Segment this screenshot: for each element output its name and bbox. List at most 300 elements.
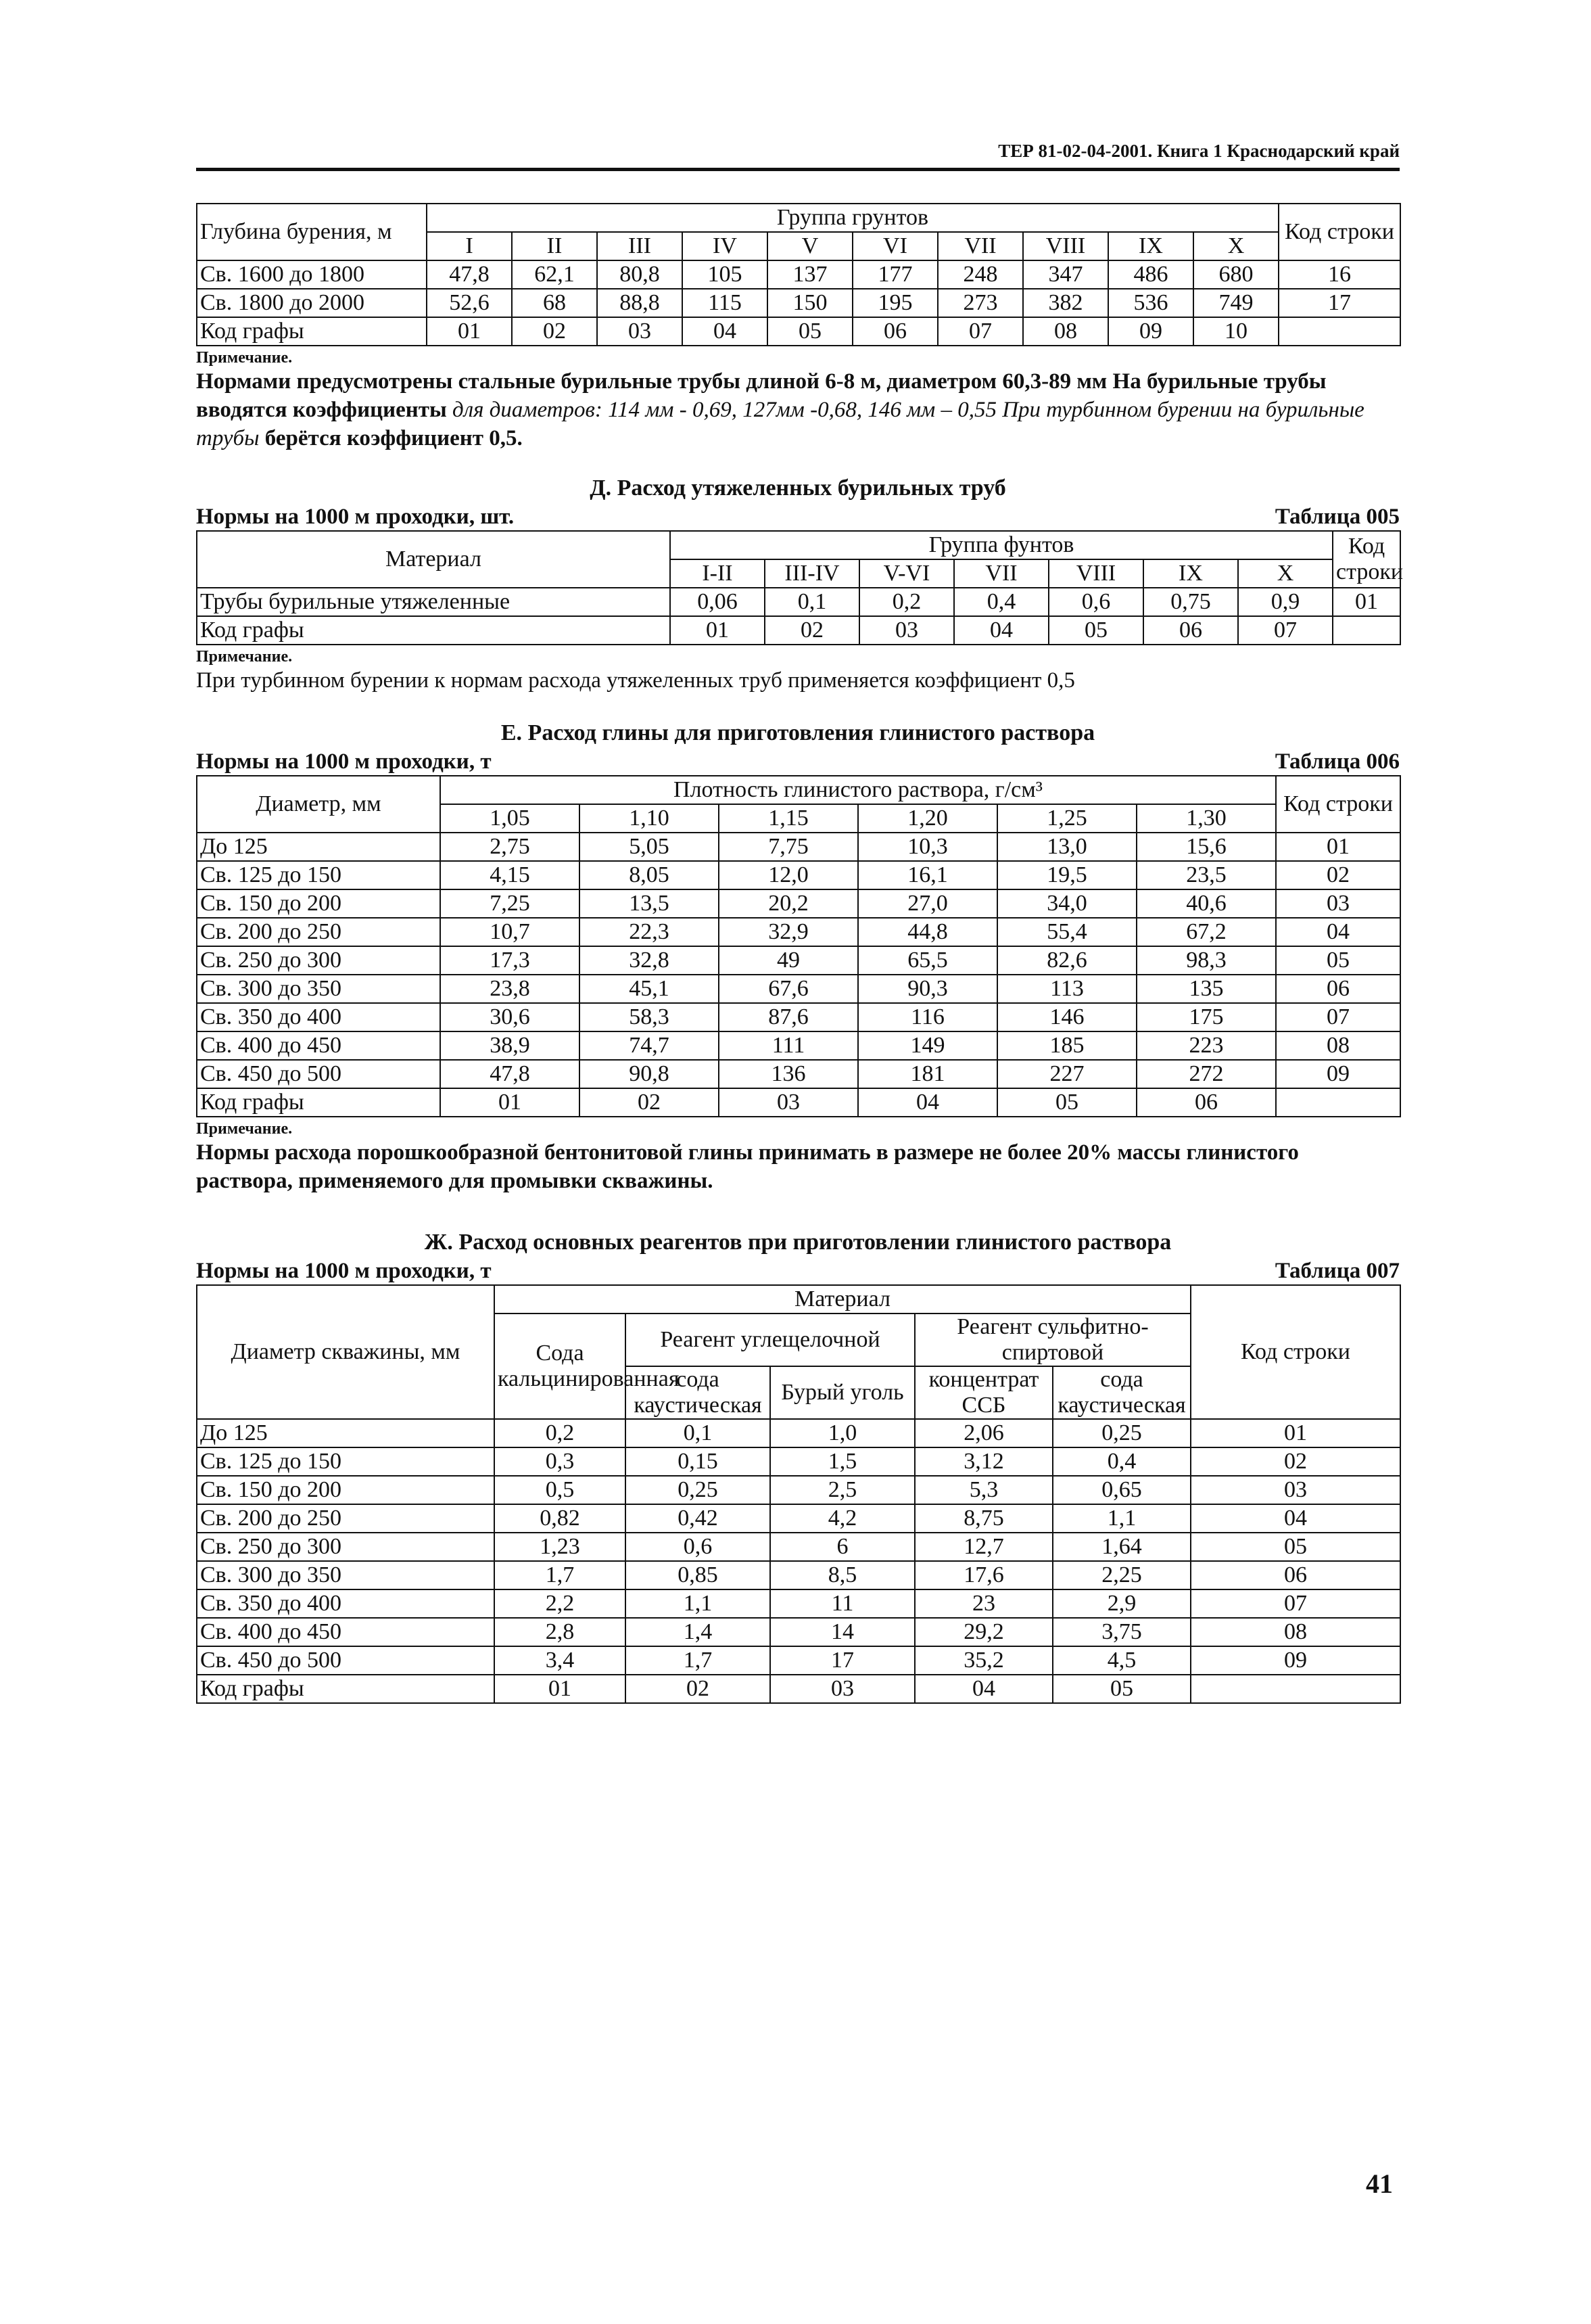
data-cell: 10,7 (440, 918, 579, 946)
data-cell: 23,8 (440, 975, 579, 1003)
table-005-section (196, 473, 1404, 695)
row-label: Св. 400 до 450 (197, 1618, 494, 1646)
data-cell: 2,5 (770, 1476, 915, 1504)
table-row (197, 1646, 1400, 1675)
data-cell: 27,0 (858, 889, 997, 918)
data-cell: 32,9 (719, 918, 858, 946)
code-header: Код строки (1333, 531, 1400, 588)
data-cell: 58,3 (579, 1003, 719, 1031)
material-header: Материал (197, 531, 670, 588)
data-cell: 105 (682, 260, 767, 289)
data-cell: 2,8 (494, 1618, 625, 1646)
group-number: V (767, 232, 853, 260)
table-row (197, 260, 1400, 289)
table-004 (196, 203, 1401, 346)
table-007 (196, 1284, 1401, 1704)
table-006 (196, 775, 1401, 1117)
table-row (197, 1031, 1400, 1060)
data-cell: 8,75 (915, 1504, 1053, 1533)
norms-caption: Нормы на 1000 м проходки, т (196, 749, 492, 774)
row-label: Св. 200 до 250 (197, 1504, 494, 1533)
data-cell: 486 (1108, 260, 1193, 289)
data-cell: 90,8 (579, 1060, 719, 1088)
note-label: Примечание. (196, 648, 293, 666)
data-cell: 0,4 (954, 588, 1049, 616)
graph-code-cell: 08 (1023, 317, 1108, 346)
empty-cell (1276, 1088, 1400, 1117)
data-cell: 23,5 (1137, 861, 1276, 889)
table-row (197, 833, 1400, 861)
data-cell: 0,25 (1053, 1419, 1191, 1447)
data-cell: 14 (770, 1618, 915, 1646)
row-label: Св. 1600 до 1800 (197, 260, 427, 289)
row-label: Св. 400 до 450 (197, 1031, 440, 1060)
density-value: 1,20 (858, 804, 997, 833)
sulf-header: Реагент сульфитно-спиртовой (915, 1314, 1191, 1366)
data-cell: 1,7 (494, 1561, 625, 1589)
data-cell: 68 (512, 289, 597, 317)
data-cell: 47,8 (427, 260, 512, 289)
row-label: Св. 150 до 200 (197, 1476, 494, 1504)
data-cell: 0,1 (625, 1419, 770, 1447)
graph-code-cell: 03 (859, 616, 954, 645)
graph-code-cell: 10 (1193, 317, 1279, 346)
data-cell: 67,6 (719, 975, 858, 1003)
data-cell: 2,06 (915, 1419, 1053, 1447)
table-005-body (197, 588, 1400, 645)
row-code: 02 (1191, 1447, 1400, 1476)
table-row (197, 975, 1400, 1003)
row-label: Св. 150 до 200 (197, 889, 440, 918)
running-header: ТЕР 81-02-04-2001. Книга 1 Краснодарский край (998, 141, 1400, 161)
note-text-part: берётся коэффициент 0,5. (259, 426, 523, 450)
data-cell: 0,85 (625, 1561, 770, 1589)
row-code: 06 (1276, 975, 1400, 1003)
graph-code-label: Код графы (197, 317, 427, 346)
data-cell: 44,8 (858, 918, 997, 946)
density-header: Плотность глинистого раствора, г/см³ (440, 776, 1276, 804)
density-value: 1,30 (1137, 804, 1276, 833)
density-value: 1,05 (440, 804, 579, 833)
data-cell: 0,1 (765, 588, 859, 616)
row-label: Св. 450 до 500 (197, 1646, 494, 1675)
data-cell: 12,0 (719, 861, 858, 889)
group-number: I-II (670, 559, 765, 588)
data-cell: 223 (1137, 1031, 1276, 1060)
table-row (197, 1618, 1400, 1646)
row-code: 04 (1191, 1504, 1400, 1533)
row-code: 09 (1276, 1060, 1400, 1088)
graph-code-cell: 02 (512, 317, 597, 346)
data-cell: 680 (1193, 260, 1279, 289)
data-cell: 40,6 (1137, 889, 1276, 918)
group-number: VIII (1023, 232, 1108, 260)
row-label: Св. 125 до 150 (197, 861, 440, 889)
diameter-header: Диаметр скважины, мм (197, 1285, 494, 1419)
data-cell: 82,6 (997, 946, 1137, 975)
graph-code-cell: 04 (858, 1088, 997, 1117)
data-cell: 111 (719, 1031, 858, 1060)
group-number: III-IV (765, 559, 859, 588)
graph-code-row (197, 616, 1400, 645)
data-cell: 3,12 (915, 1447, 1053, 1476)
data-cell: 1,64 (1053, 1533, 1191, 1561)
depth-header: Глубина бурения, м (197, 204, 427, 260)
section-title: Е. Расход глины для приготовления глинистого раствора (500, 720, 1095, 745)
data-cell: 49 (719, 946, 858, 975)
data-cell: 1,7 (625, 1646, 770, 1675)
group-number: IX (1143, 559, 1238, 588)
row-label: Св. 250 до 300 (197, 1533, 494, 1561)
table-row (197, 946, 1400, 975)
data-cell: 0,5 (494, 1476, 625, 1504)
group-number: IV (682, 232, 767, 260)
table-number: Таблица 005 (1275, 505, 1400, 529)
data-cell: 3,75 (1053, 1618, 1191, 1646)
data-cell: 273 (938, 289, 1023, 317)
table-row (197, 918, 1400, 946)
data-cell: 0,6 (625, 1533, 770, 1561)
group-number: I (427, 232, 512, 260)
row-code: 03 (1276, 889, 1400, 918)
row-label: Св. 250 до 300 (197, 946, 440, 975)
data-cell: 8,5 (770, 1561, 915, 1589)
data-cell: 23 (915, 1589, 1053, 1618)
row-label: До 125 (197, 833, 440, 861)
table-row (197, 1504, 1400, 1533)
data-cell: 0,65 (1053, 1476, 1191, 1504)
graph-code-cell: 06 (1137, 1088, 1276, 1117)
data-cell: 113 (997, 975, 1137, 1003)
graph-code-cell: 03 (597, 317, 682, 346)
data-cell: 2,2 (494, 1589, 625, 1618)
note-label: Примечание. (196, 1120, 293, 1138)
graph-code-cell: 03 (719, 1088, 858, 1117)
empty-cell (1333, 616, 1400, 645)
row-code: 04 (1276, 918, 1400, 946)
data-cell: 1,23 (494, 1533, 625, 1561)
data-cell: 136 (719, 1060, 858, 1088)
table-row (197, 588, 1400, 616)
group-number: III (597, 232, 682, 260)
norms-caption: Нормы на 1000 м проходки, т (196, 1259, 492, 1283)
data-cell: 0,9 (1238, 588, 1333, 616)
table-004-body (197, 260, 1400, 346)
table-row (197, 1060, 1400, 1088)
graph-code-cell: 01 (440, 1088, 579, 1117)
data-cell: 382 (1023, 289, 1108, 317)
data-cell: 347 (1023, 260, 1108, 289)
data-cell: 62,1 (512, 260, 597, 289)
data-cell: 0,25 (625, 1476, 770, 1504)
code-header: Код строки (1276, 776, 1400, 833)
group-number: X (1238, 559, 1333, 588)
note-text: Нормы расхода порошкообразной бентонитовой глины принимать в размере не более 20% массы глинистого раствора, применяемого для промывки скважины. (196, 1140, 1299, 1193)
header-rule (196, 168, 1400, 171)
code-header: Код строки (1191, 1285, 1400, 1419)
data-cell: 29,2 (915, 1618, 1053, 1646)
caption-row (196, 748, 1400, 775)
data-cell: 5,3 (915, 1476, 1053, 1504)
data-cell: 5,05 (579, 833, 719, 861)
data-cell: 248 (938, 260, 1023, 289)
data-cell: 2,75 (440, 833, 579, 861)
data-cell: 45,1 (579, 975, 719, 1003)
row-code: 08 (1276, 1031, 1400, 1060)
data-cell: 272 (1137, 1060, 1276, 1088)
data-cell: 0,42 (625, 1504, 770, 1533)
row-code: 17 (1279, 289, 1400, 317)
graph-code-cell: 09 (1108, 317, 1193, 346)
data-cell: 12,7 (915, 1533, 1053, 1561)
graph-code-label: Код графы (197, 1088, 440, 1117)
data-cell: 1,0 (770, 1419, 915, 1447)
soda-header: Сода кальцинированная (494, 1314, 625, 1419)
row-code: 01 (1276, 833, 1400, 861)
data-cell: 0,75 (1143, 588, 1238, 616)
data-cell: 4,2 (770, 1504, 915, 1533)
data-cell: 13,5 (579, 889, 719, 918)
group-number: VII (938, 232, 1023, 260)
data-cell: 137 (767, 260, 853, 289)
data-cell: 19,5 (997, 861, 1137, 889)
data-cell: 0,2 (859, 588, 954, 616)
data-cell: 20,2 (719, 889, 858, 918)
data-cell: 0,2 (494, 1419, 625, 1447)
table-006-section (196, 718, 1400, 1195)
group-number: V-VI (859, 559, 954, 588)
table-row (197, 1476, 1400, 1504)
table-row (197, 861, 1400, 889)
data-cell: 15,6 (1137, 833, 1276, 861)
graph-code-cell: 02 (625, 1675, 770, 1703)
data-cell: 150 (767, 289, 853, 317)
group-number: II (512, 232, 597, 260)
data-cell: 3,4 (494, 1646, 625, 1675)
row-code: 01 (1191, 1419, 1400, 1447)
data-cell: 4,5 (1053, 1646, 1191, 1675)
data-cell: 2,25 (1053, 1561, 1191, 1589)
density-value: 1,15 (719, 804, 858, 833)
section-title: Ж. Расход основных реагентов при приготовлении глинистого раствора (424, 1230, 1172, 1255)
table-004-section (196, 203, 1400, 452)
data-cell: 38,9 (440, 1031, 579, 1060)
row-code: 06 (1191, 1561, 1400, 1589)
data-cell: 135 (1137, 975, 1276, 1003)
table-row (197, 1447, 1400, 1476)
data-cell: 8,05 (579, 861, 719, 889)
data-cell: 177 (853, 260, 938, 289)
graph-code-cell: 04 (682, 317, 767, 346)
data-cell: 7,75 (719, 833, 858, 861)
graph-code-cell: 02 (765, 616, 859, 645)
graph-code-cell: 05 (1049, 616, 1143, 645)
table-row (197, 1589, 1400, 1618)
graph-code-cell: 07 (1238, 616, 1333, 645)
graph-code-label: Код графы (197, 616, 670, 645)
note-text-italic: для диаметров: 114 мм - 0,69, 127мм -0,68, 146 мм – 0,55 При турбинном бурении на бурильные трубы (196, 398, 1364, 450)
table-row (197, 1003, 1400, 1031)
graph-code-cell: 07 (938, 317, 1023, 346)
data-cell: 195 (853, 289, 938, 317)
data-cell: 175 (1137, 1003, 1276, 1031)
diameter-header: Диаметр, мм (197, 776, 440, 833)
row-label: До 125 (197, 1419, 494, 1447)
graph-code-label: Код графы (197, 1675, 494, 1703)
data-cell: 10,3 (858, 833, 997, 861)
data-cell: 55,4 (997, 918, 1137, 946)
row-code: 16 (1279, 260, 1400, 289)
density-value: 1,25 (997, 804, 1137, 833)
graph-code-row (197, 1675, 1400, 1703)
group-number: IX (1108, 232, 1193, 260)
data-cell: 52,6 (427, 289, 512, 317)
row-code: 07 (1276, 1003, 1400, 1031)
row-label: Св. 300 до 350 (197, 1561, 494, 1589)
data-cell: 34,0 (997, 889, 1137, 918)
table-006-body (197, 833, 1400, 1117)
row-code: 05 (1191, 1533, 1400, 1561)
note-text: При турбинном бурении к нормам расхода утяжеленных труб применяется коэффициент 0,5 (196, 668, 1075, 693)
section-title: Д. Расход утяжеленных бурильных труб (590, 475, 1006, 501)
data-cell: 17,6 (915, 1561, 1053, 1589)
data-cell: 1,4 (625, 1618, 770, 1646)
ssb-header: концентрат ССБ (915, 1366, 1053, 1419)
data-cell: 1,5 (770, 1447, 915, 1476)
group-header: Группа фунтов (670, 531, 1333, 559)
graph-code-cell: 01 (670, 616, 765, 645)
data-cell: 74,7 (579, 1031, 719, 1060)
graph-code-cell: 04 (954, 616, 1049, 645)
data-cell: 11 (770, 1589, 915, 1618)
note-label: Примечание. (196, 349, 293, 367)
empty-cell (1191, 1675, 1400, 1703)
group-number: VI (853, 232, 938, 260)
row-label: Св. 350 до 400 (197, 1003, 440, 1031)
data-cell: 0,82 (494, 1504, 625, 1533)
table-number: Таблица 007 (1275, 1259, 1400, 1283)
data-cell: 65,5 (858, 946, 997, 975)
data-cell: 13,0 (997, 833, 1137, 861)
table-007-section (196, 1228, 1400, 1704)
soda-caust-header: сода каустическая (625, 1366, 770, 1419)
data-cell: 80,8 (597, 260, 682, 289)
table-row (197, 1533, 1400, 1561)
graph-code-cell: 05 (767, 317, 853, 346)
row-label: Св. 1800 до 2000 (197, 289, 427, 317)
data-cell: 30,6 (440, 1003, 579, 1031)
data-cell: 47,8 (440, 1060, 579, 1088)
soda-caust-header: сода каустическая (1053, 1366, 1191, 1419)
row-code: 07 (1191, 1589, 1400, 1618)
data-cell: 0,6 (1049, 588, 1143, 616)
page-number: 41 (1366, 2168, 1393, 2199)
row-label: Св. 200 до 250 (197, 918, 440, 946)
data-cell: 1,1 (625, 1589, 770, 1618)
group-number: VIII (1049, 559, 1143, 588)
data-cell: 749 (1193, 289, 1279, 317)
data-cell: 0,4 (1053, 1447, 1191, 1476)
row-code: 02 (1276, 861, 1400, 889)
code-header: Код строки (1279, 204, 1400, 260)
row-code: 09 (1191, 1646, 1400, 1675)
row-label: Св. 350 до 400 (197, 1589, 494, 1618)
norms-caption: Нормы на 1000 м проходки, шт. (196, 505, 515, 529)
data-cell: 0,06 (670, 588, 765, 616)
data-cell: 17,3 (440, 946, 579, 975)
data-cell: 116 (858, 1003, 997, 1031)
table-row (197, 289, 1400, 317)
data-cell: 16,1 (858, 861, 997, 889)
graph-code-cell: 06 (853, 317, 938, 346)
row-label: Св. 450 до 500 (197, 1060, 440, 1088)
table-005 (196, 530, 1404, 645)
data-cell: 4,15 (440, 861, 579, 889)
data-cell: 98,3 (1137, 946, 1276, 975)
graph-code-cell: 05 (997, 1088, 1137, 1117)
group-number: X (1193, 232, 1279, 260)
row-code: 08 (1191, 1618, 1400, 1646)
data-cell: 115 (682, 289, 767, 317)
graph-code-cell: 06 (1143, 616, 1238, 645)
data-cell: 6 (770, 1533, 915, 1561)
row-code: 05 (1276, 946, 1400, 975)
material-header: Материал (494, 1285, 1191, 1314)
group-header: Группа грунтов (427, 204, 1279, 232)
data-cell: 7,25 (440, 889, 579, 918)
ugshch-header: Реагент углещелочной (625, 1314, 915, 1366)
row-label: Св. 300 до 350 (197, 975, 440, 1003)
graph-code-row (197, 1088, 1400, 1117)
row-label: Св. 125 до 150 (197, 1447, 494, 1476)
caption-row (196, 503, 1400, 530)
table-row (197, 1561, 1400, 1589)
note-text (196, 367, 1400, 452)
data-cell: 2,9 (1053, 1589, 1191, 1618)
data-cell: 32,8 (579, 946, 719, 975)
data-cell: 149 (858, 1031, 997, 1060)
table-007-body (197, 1419, 1400, 1703)
group-number: VII (954, 559, 1049, 588)
graph-code-row (197, 317, 1400, 346)
density-value: 1,10 (579, 804, 719, 833)
data-cell: 181 (858, 1060, 997, 1088)
data-cell: 1,1 (1053, 1504, 1191, 1533)
row-code: 03 (1191, 1476, 1400, 1504)
table-number: Таблица 006 (1275, 749, 1400, 774)
data-cell: 87,6 (719, 1003, 858, 1031)
brown-coal-header: Бурый уголь (770, 1366, 915, 1419)
table-row (197, 1419, 1400, 1447)
graph-code-cell: 01 (494, 1675, 625, 1703)
table-row (197, 889, 1400, 918)
row-label: Трубы бурильные утяжеленные (197, 588, 670, 616)
data-cell: 22,3 (579, 918, 719, 946)
data-cell: 35,2 (915, 1646, 1053, 1675)
note-text-part: Нормами предусмотрены стальные бурильные трубы длиной 6-8 м, диаметром 60,3-89 мм На бурильные трубы вводятся коэффициенты (196, 369, 1327, 422)
data-cell: 90,3 (858, 975, 997, 1003)
graph-code-cell: 05 (1053, 1675, 1191, 1703)
graph-code-cell: 03 (770, 1675, 915, 1703)
data-cell: 536 (1108, 289, 1193, 317)
data-cell: 67,2 (1137, 918, 1276, 946)
row-code: 01 (1333, 588, 1400, 616)
caption-row (196, 1257, 1400, 1284)
empty-cell (1279, 317, 1400, 346)
graph-code-cell: 04 (915, 1675, 1053, 1703)
data-cell: 185 (997, 1031, 1137, 1060)
graph-code-cell: 02 (579, 1088, 719, 1117)
